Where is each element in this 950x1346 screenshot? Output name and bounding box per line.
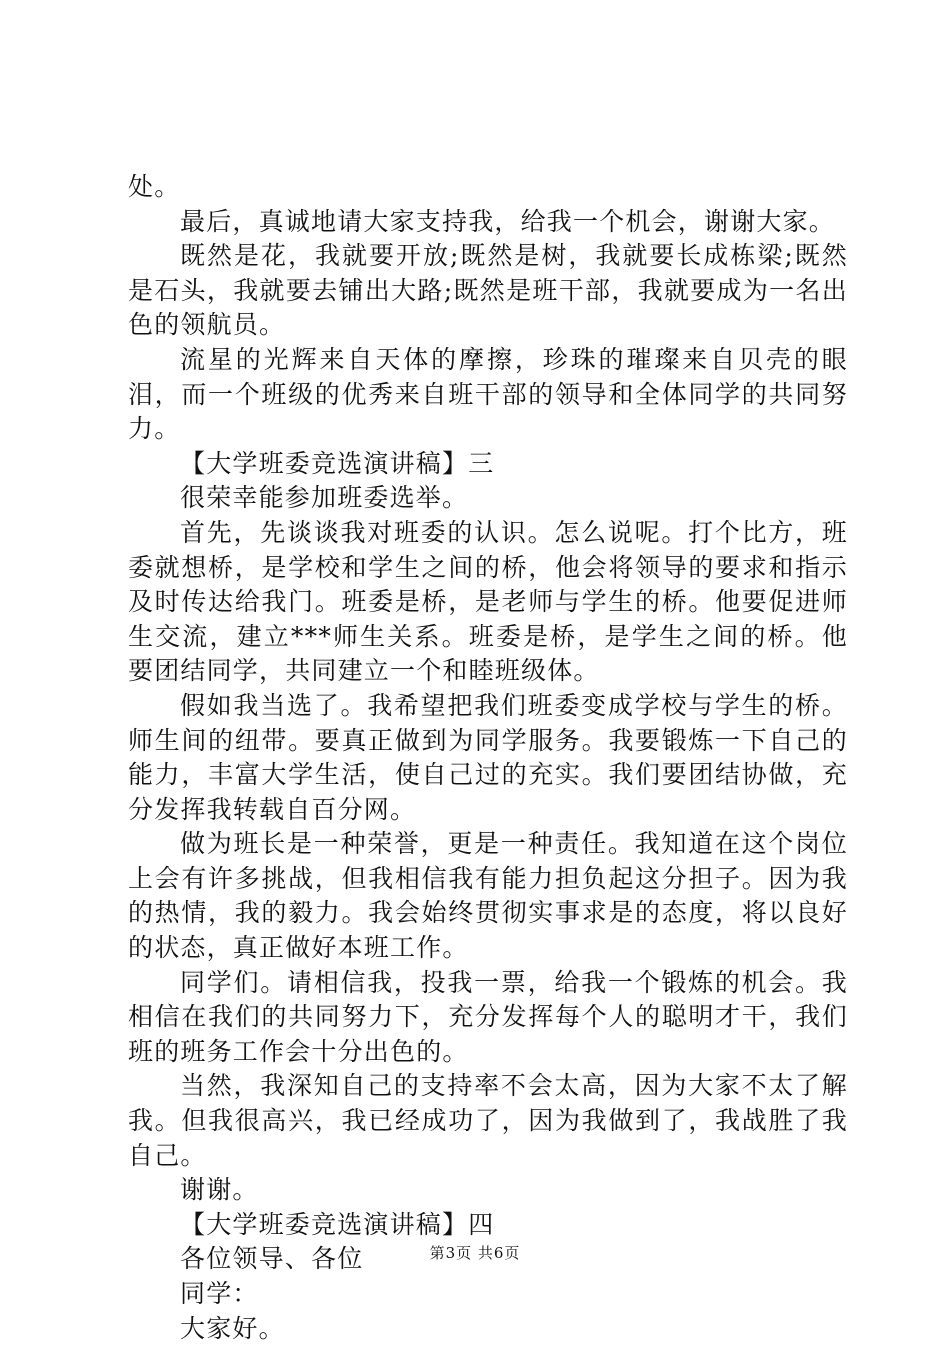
paragraph: 做为班长是一种荣誉，更是一种责任。我知道在这个岗位上会有许多挑战，但我相信我有能力担负起这分担子。因为我的热情，我的毅力。我会始终贯彻实事求是的态度，将以良好的状态，真正做好本班工作。 (128, 829, 848, 963)
paragraph: 谢谢。 (180, 1175, 259, 1205)
page-footer (0, 1242, 950, 1263)
section-heading: 【大学班委竞选演讲稿】四 (180, 1209, 495, 1239)
paragraph: 流星的光辉来自天体的摩擦，珍珠的璀璨来自贝壳的眼泪，而一个班级的优秀来自班干部的领导和全体同学的共同努力。 (128, 344, 848, 444)
paragraph: 最后，真诚地请大家支持我，给我一个机会，谢谢大家。 (180, 206, 836, 236)
paragraph: 处。 (128, 172, 181, 201)
paragraph: 大家好。 (180, 1313, 285, 1343)
paragraph: 同学： (180, 1279, 259, 1308)
paragraph: 既然是花，我就要开放;既然是树，我就要长成栋梁;既然是石头，我就要去铺出大路;既然是班干部，我就要成为一名出色的领航员。 (128, 241, 848, 340)
paragraph: 各位领导、各位 (180, 1244, 364, 1274)
page-number-label: 第3页 共6页 (429, 1244, 521, 1262)
section-heading: 【大学班委竞选演讲稿】三 (180, 448, 495, 478)
paragraph: 当然，我深知自己的支持率不会太高，因为大家不太了解我。但我很高兴，我已经成功了，因为我做到了，我战胜了我自己。 (128, 1071, 848, 1170)
paragraph: 同学们。请相信我，投我一票，给我一个锻炼的机会。我相信在我们的共同努力下，充分发挥每个人的聪明才干，我们班的班务工作会十分出色的。 (128, 967, 848, 1066)
document-body (128, 170, 848, 1346)
paragraph: 首先，先谈谈我对班委的认识。怎么说呢。打个比方，班委就想桥，是学校和学生之间的桥，他会将领导的要求和指示及时传达给我门。班委是桥，是老师与学生的桥。他要促进师生交流，建立***师生关系。班委是桥，是学生之间的桥。他要团结同学，共同建立一个和睦班级体。 (128, 517, 848, 686)
paragraph: 很荣幸能参加班委选举。 (180, 483, 469, 513)
paragraph: 假如我当选了。我希望把我们班委变成学校与学生的桥。师生间的纽带。要真正做到为同学服务。我要锻炼一下自己的能力，丰富大学生活，使自己过的充实。我们要团结协做，充分发挥我转载自百分网。 (128, 690, 848, 824)
